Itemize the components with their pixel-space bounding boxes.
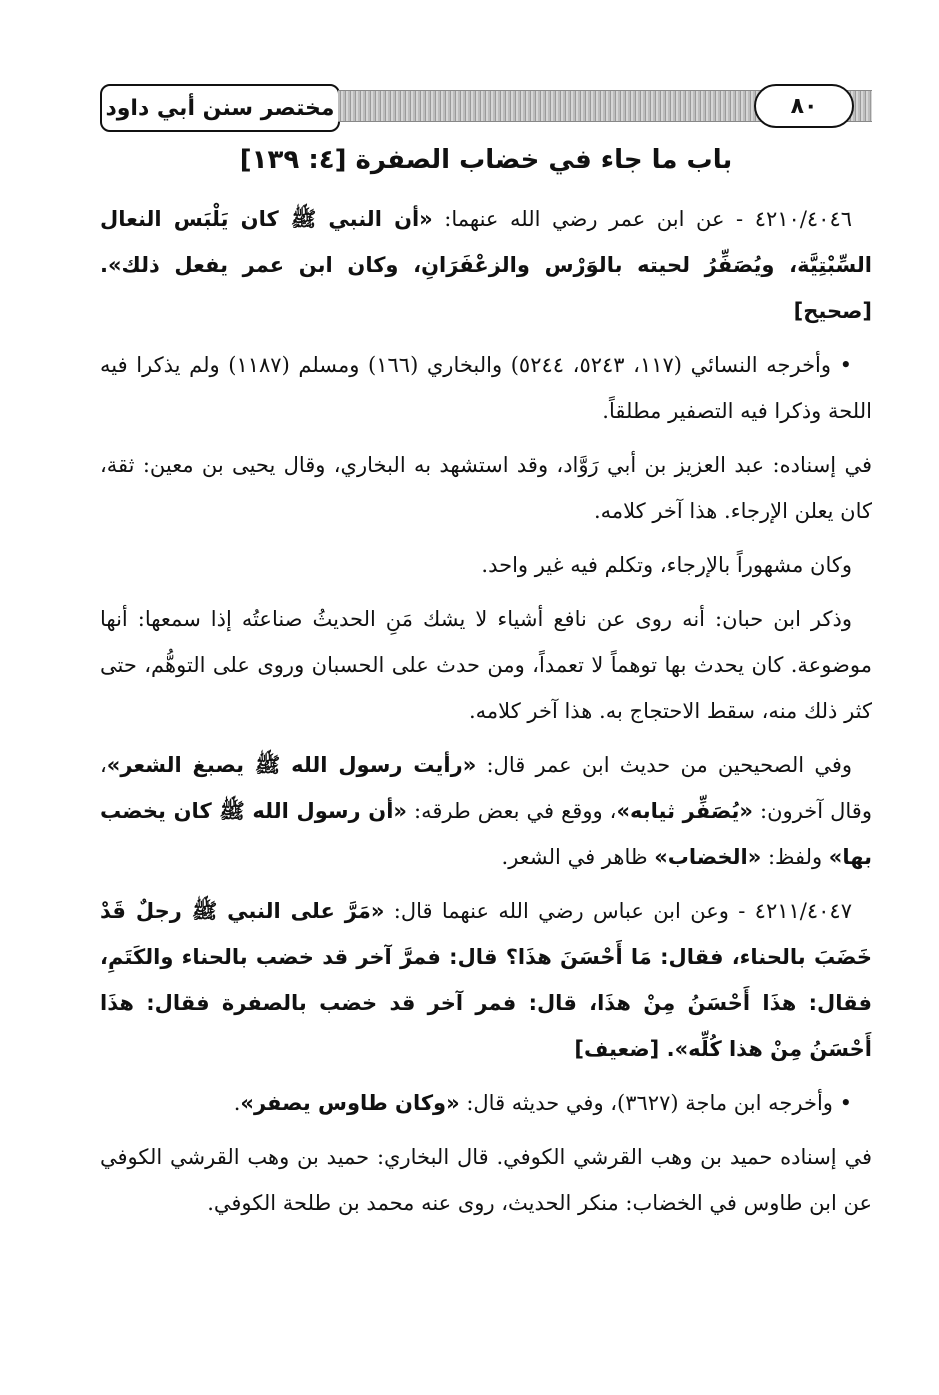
hadith-4211 [100,888,872,1072]
isnad-paragraph-2: في إسناده حميد بن وهب القرشي الكوفي. قال البخاري: حميد بن وهب القرشي الكوفي عن ابن طاوس في الخضاب: منكر الحديث، روى عنه محمد بن طلحة الكوفي. [100,1145,872,1215]
text-run: ، ووقع في بعض طرقه: [406,799,617,823]
text-run: وفي الصحيحين من حديث ابن عمر قال: [476,753,853,777]
hadith-grade: [ضعيف] [574,1037,660,1061]
hadith-4210 [100,196,872,334]
quote: «رأيت رسول الله ﷺ يصبغ الشعر» [106,753,477,777]
quote: «الخضاب» [654,845,762,869]
commentary-paragraph: وكان مشهوراً بالإرجاء، وتكلم فيه غير واحد. [481,553,852,577]
page-header [100,84,872,132]
ibn-hibban-paragraph: وذكر ابن حبان: أنه روى عن نافع أشياء لا يشك مَنِ الحديثُ صناعتُه إذا سمعها: أنها موضوعة. كان يحدث بها توهماً لا تعمداً، ومن حدث على الحسبان وروى على التوهُّم، حتى كثر ذلك منه، سقط الاحتجاج به. هذا آخر كلامه. [100,607,872,723]
takhrij-paragraph-2 [100,1080,872,1126]
hadith-grade: [صحيح] [793,299,872,323]
isnad-paragraph: في إسناده: عبد العزيز بن أبي رَوَّاد، وقد استشهد به البخاري، وقال يحيى بن معين: ثقة، كان يعلن الإرجاء. هذا آخر كلامه. [100,453,872,523]
hadith-text: «أن النبي ﷺ كان يَلْبَس النعال السِّبْتِيَّة، ويُصَفِّرُ لحيته بالوَرْس والزعْفَرَانِ، وكان ابن عمر يفعل ذلك». [100,207,872,277]
hadith-number: ٤٢١٠/٤٠٤٦ - [724,207,853,231]
takhrij-paragraph: • وأخرجه النسائي (١١٧، ٥٢٤٣، ٥٢٤٤) والبخاري (١٦٦) ومسلم (١١٨٧) ولم يذكرا فيه اللحة وذكرا فيه التصفير مطلقاً. [100,353,872,423]
text-run: . [233,1091,241,1115]
text-run: ظاهر في الشعر. [501,845,655,869]
quote: «أن رسول الله ﷺ كان يخضب بها» [100,799,872,869]
text-run: ولفظ: [761,845,829,869]
quote: «يُصَفِّر ثيابه» [616,799,753,823]
hadith-narrator: وعن ابن عباس رضي الله عنهما قال: [384,899,729,923]
chapter-title: باب ما جاء في خضاب الصفرة [٤: ١٣٩] [239,145,733,175]
sahihayn-paragraph [100,742,872,880]
hadith-narrator: عن ابن عمر رضي الله عنهما: [432,207,725,231]
text-run: • وأخرجه ابن ماجة (٣٦٢٧)، وفي حديثه قال: [459,1091,852,1115]
quote: «وكان طاوس يصفر» [240,1091,460,1115]
hadith-text: «مَرَّ على النبي ﷺ رجلٌ قَدْ خَضَبَ بالحناء، فقال: مَا أَحْسَنَ هذَا؟ قال: فمرَّ آخر قد خضب بالحناء والكَتَمِ، فقال: هذَا أَحْسَنُ مِنْ هذَا، قال: فمر آخر قد خضب بالصفرة فقال: هذَا أَحْسَنُ مِنْ هذا كُلِّه». [100,899,872,1061]
book-title: مختصر سنن أبي داود [100,84,340,132]
hadith-number: ٤٢١١/٤٠٤٧ - [728,899,852,923]
page-number: ٨٠ [754,84,854,128]
text-run: ، وقال آخرون: [100,753,872,823]
page-body [100,196,872,1234]
